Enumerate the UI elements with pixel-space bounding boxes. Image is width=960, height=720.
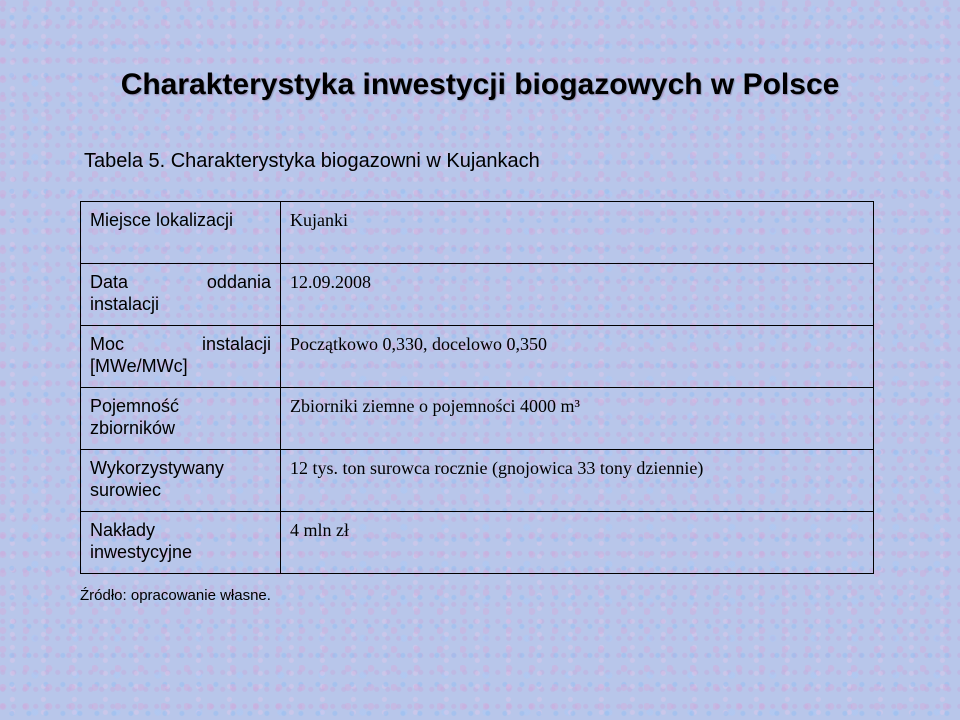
row-label	[81, 512, 281, 574]
row-label-line: Nakłady	[90, 520, 156, 540]
row-value: 4 mln zł	[281, 512, 874, 574]
row-label-line-group	[90, 333, 271, 355]
row-label-line-group	[90, 271, 271, 293]
table-row	[81, 326, 874, 388]
row-label-word: Data	[90, 272, 129, 292]
row-label	[81, 326, 281, 388]
table-row	[81, 202, 874, 264]
table-row	[81, 512, 874, 574]
row-label-line: surowiec	[90, 480, 162, 500]
table-row	[81, 264, 874, 326]
row-value: Kujanki	[281, 202, 874, 264]
row-label-line: Pojemność	[90, 396, 180, 416]
row-value: Początkowo 0,330, docelowo 0,350	[281, 326, 874, 388]
table-caption: Tabela 5. Charakterystyka biogazowni w Kujankach	[84, 150, 540, 172]
row-label-line: Miejsce lokalizacji	[90, 210, 234, 230]
source-note: Źródło: opracowanie własne.	[80, 587, 271, 604]
row-label-word: Moc	[90, 334, 125, 354]
row-label-line: [MWe/MWc]	[90, 356, 188, 376]
row-label	[81, 450, 281, 512]
row-label-line: Wykorzystywany	[90, 458, 224, 478]
row-label-line: inwestycyjne	[90, 542, 193, 562]
slide-title: Charakterystyka inwestycji biogazowych w Polsce	[120, 68, 840, 101]
row-label	[81, 202, 281, 264]
row-label-word: instalacji	[201, 334, 271, 354]
row-label-word: oddania	[206, 272, 271, 292]
table-row	[81, 388, 874, 450]
row-value: 12 tys. ton surowca rocznie (gnojowica 33 tony dziennie)	[281, 450, 874, 512]
row-label-line: instalacji	[90, 294, 160, 314]
row-value: Zbiorniki ziemne o pojemności 4000 m³	[281, 388, 874, 450]
row-label-line: zbiorników	[90, 418, 176, 438]
row-label	[81, 264, 281, 326]
biogas-plant-table	[80, 201, 874, 574]
table-row	[81, 450, 874, 512]
row-value: 12.09.2008	[281, 264, 874, 326]
row-label	[81, 388, 281, 450]
